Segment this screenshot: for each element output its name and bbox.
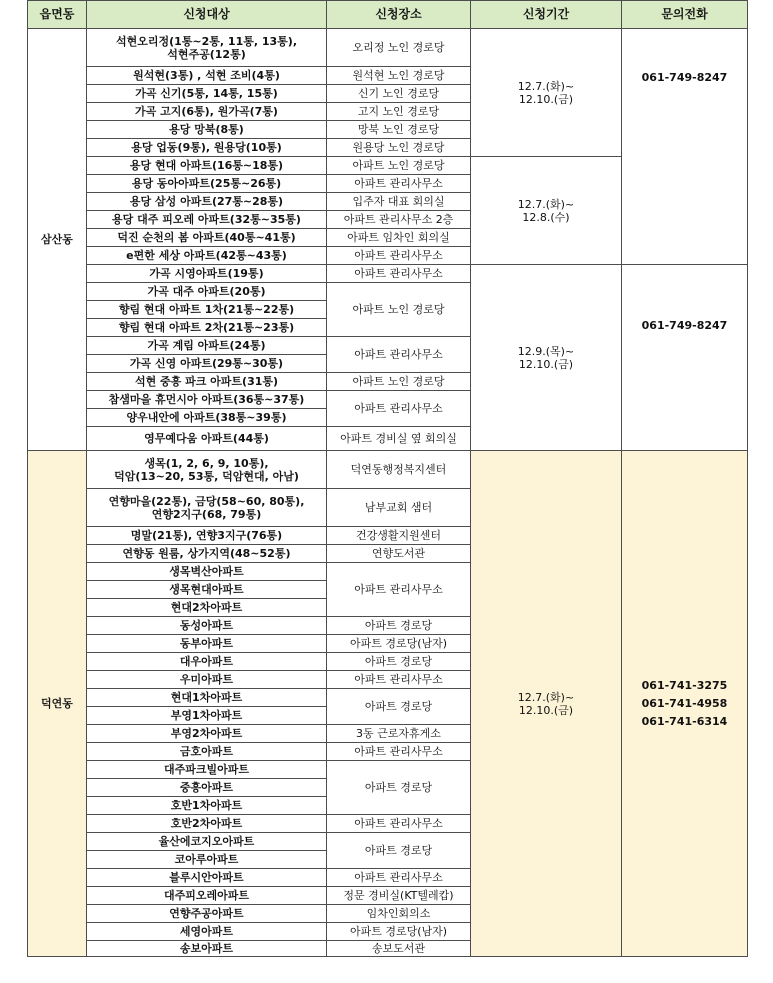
place-cell: 아파트 경로당(남자) — [327, 635, 471, 653]
place-cell: 연향도서관 — [327, 545, 471, 563]
target-cell: 용당 현대 아파트(16통~18통) — [87, 157, 327, 175]
place-cell: 오리정 노인 경로당 — [327, 29, 471, 67]
target-cell: 금호아파트 — [87, 743, 327, 761]
target-cell: 가곡 계림 아파트(24통) — [87, 337, 327, 355]
target-cell: 가곡 시영아파트(19통) — [87, 265, 327, 283]
application-schedule-table — [27, 0, 748, 957]
place-cell: 입주자 대표 회의실 — [327, 193, 471, 211]
place-cell: 원석현 노인 경로당 — [327, 67, 471, 85]
phone-cell: 061-749-8247 — [622, 29, 748, 265]
target-cell: 부영2차아파트 — [87, 725, 327, 743]
target-cell: 연향주공아파트 — [87, 905, 327, 923]
target-cell: 율산에코지오아파트 — [87, 833, 327, 851]
period-cell: 12.7.(화)~ 12.8.(수) — [471, 157, 622, 265]
target-cell: 우미아파트 — [87, 671, 327, 689]
table-row — [28, 451, 748, 489]
target-cell: 용당 업동(9통), 원용당(10통) — [87, 139, 327, 157]
target-cell: e편한 세상 아파트(42통~43통) — [87, 247, 327, 265]
period-cell: 12.9.(목)~ 12.10.(금) — [471, 265, 622, 451]
target-cell: 동부아파트 — [87, 635, 327, 653]
target-cell: 동성아파트 — [87, 617, 327, 635]
target-cell: 향림 현대 아파트 2차(21통~23통) — [87, 319, 327, 337]
place-cell: 아파트 경로당 — [327, 653, 471, 671]
target-cell: 블루시안아파트 — [87, 869, 327, 887]
place-cell: 아파트 노인 경로당 — [327, 283, 471, 337]
target-cell: 용당 망북(8통) — [87, 121, 327, 139]
place-cell: 고지 노인 경로당 — [327, 103, 471, 121]
target-cell: 대우아파트 — [87, 653, 327, 671]
area-cell-deokyeon: 덕연동 — [28, 451, 87, 957]
place-cell: 아파트 관리사무소 2층 — [327, 211, 471, 229]
target-cell: 코아루아파트 — [87, 851, 327, 869]
target-cell: 명말(21통), 연향3지구(76통) — [87, 527, 327, 545]
target-cell: 호반1차아파트 — [87, 797, 327, 815]
header-period: 신청기간 — [471, 1, 622, 29]
place-cell: 아파트 경로당 — [327, 617, 471, 635]
place-cell: 망북 노인 경로당 — [327, 121, 471, 139]
place-cell: 아파트 경로당 — [327, 761, 471, 815]
place-cell: 아파트 관리사무소 — [327, 265, 471, 283]
place-cell: 송보도서관 — [327, 941, 471, 957]
target-cell: 향림 현대 아파트 1차(21통~22통) — [87, 301, 327, 319]
target-cell: 양우내안에 아파트(38통~39통) — [87, 409, 327, 427]
target-cell: 연향동 원룸, 상가지역(48~52통) — [87, 545, 327, 563]
header-row — [28, 1, 748, 29]
target-cell: 용당 동아아파트(25통~26통) — [87, 175, 327, 193]
target-cell: 참샘마을 휴먼시아 아파트(36통~37통) — [87, 391, 327, 409]
header-target: 신청대상 — [87, 1, 327, 29]
target-cell: 덕진 순천의 봄 아파트(40통~41통) — [87, 229, 327, 247]
table-row — [28, 265, 748, 283]
target-cell: 용당 삼성 아파트(27통~28통) — [87, 193, 327, 211]
target-cell: 송보아파트 — [87, 941, 327, 957]
target-cell: 중흥아파트 — [87, 779, 327, 797]
place-cell: 정문 경비실(KT텔레캅) — [327, 887, 471, 905]
target-cell: 용당 대주 피오레 아파트(32통~35통) — [87, 211, 327, 229]
place-cell: 아파트 노인 경로당 — [327, 157, 471, 175]
place-cell: 아파트 관리사무소 — [327, 337, 471, 373]
place-cell: 아파트 관리사무소 — [327, 815, 471, 833]
place-cell: 아파트 경로당 — [327, 689, 471, 725]
header-area: 읍면동 — [28, 1, 87, 29]
place-cell: 아파트 노인 경로당 — [327, 373, 471, 391]
target-cell: 생목현대아파트 — [87, 581, 327, 599]
target-cell: 부영1차아파트 — [87, 707, 327, 725]
place-cell: 아파트 경로당 — [327, 833, 471, 869]
place-cell: 아파트 관리사무소 — [327, 175, 471, 193]
place-cell: 건강생활지원센터 — [327, 527, 471, 545]
target-cell: 생목벽산아파트 — [87, 563, 327, 581]
header-phone: 문의전화 — [622, 1, 748, 29]
place-cell: 아파트 관리사무소 — [327, 247, 471, 265]
target-cell: 가곡 대주 아파트(20통) — [87, 283, 327, 301]
target-cell: 영무예다움 아파트(44통) — [87, 427, 327, 451]
period-cell: 12.7.(화)~ 12.10.(금) — [471, 29, 622, 157]
phone-cell: 061-741-3275 061-741-4958 061-741-6314 — [622, 451, 748, 957]
target-cell: 가곡 고지(6통), 원가곡(7통) — [87, 103, 327, 121]
target-cell: 호반2차아파트 — [87, 815, 327, 833]
header-place: 신청장소 — [327, 1, 471, 29]
place-cell: 아파트 관리사무소 — [327, 743, 471, 761]
target-cell: 석현 중흥 파크 아파트(31통) — [87, 373, 327, 391]
target-cell: 현대2차아파트 — [87, 599, 327, 617]
place-cell: 아파트 경비실 옆 회의실 — [327, 427, 471, 451]
target-cell: 원석현(3통) , 석현 조비(4통) — [87, 67, 327, 85]
target-cell: 가곡 신기(5통, 14통, 15통) — [87, 85, 327, 103]
place-cell: 임차인회의소 — [327, 905, 471, 923]
place-cell: 아파트 관리사무소 — [327, 869, 471, 887]
place-cell: 아파트 임차인 회의실 — [327, 229, 471, 247]
place-cell: 남부교회 샘터 — [327, 489, 471, 527]
period-cell: 12.7.(화)~ 12.10.(금) — [471, 451, 622, 957]
place-cell: 아파트 관리사무소 — [327, 671, 471, 689]
target-cell: 연향마을(22통), 금당(58~60, 80통), 연향2지구(68, 79통) — [87, 489, 327, 527]
area-cell-samsan: 삼산동 — [28, 29, 87, 451]
place-cell: 아파트 경로당(남자) — [327, 923, 471, 941]
target-cell: 가곡 신영 아파트(29통~30통) — [87, 355, 327, 373]
place-cell: 아파트 관리사무소 — [327, 391, 471, 427]
table-row — [28, 29, 748, 67]
place-cell: 신기 노인 경로당 — [327, 85, 471, 103]
place-cell: 3동 근로자휴게소 — [327, 725, 471, 743]
target-cell: 대주파크빌아파트 — [87, 761, 327, 779]
phone-cell: 061-749-8247 — [622, 265, 748, 451]
place-cell: 아파트 관리사무소 — [327, 563, 471, 617]
place-cell: 덕연동행정복지센터 — [327, 451, 471, 489]
target-cell: 석현오리정(1통~2통, 11통, 13통), 석현주공(12통) — [87, 29, 327, 67]
target-cell: 대주피오레아파트 — [87, 887, 327, 905]
target-cell: 세영아파트 — [87, 923, 327, 941]
target-cell: 생목(1, 2, 6, 9, 10통), 덕암(13~20, 53통, 덕암현대, 아남) — [87, 451, 327, 489]
target-cell: 현대1차아파트 — [87, 689, 327, 707]
place-cell: 원용당 노인 경로당 — [327, 139, 471, 157]
